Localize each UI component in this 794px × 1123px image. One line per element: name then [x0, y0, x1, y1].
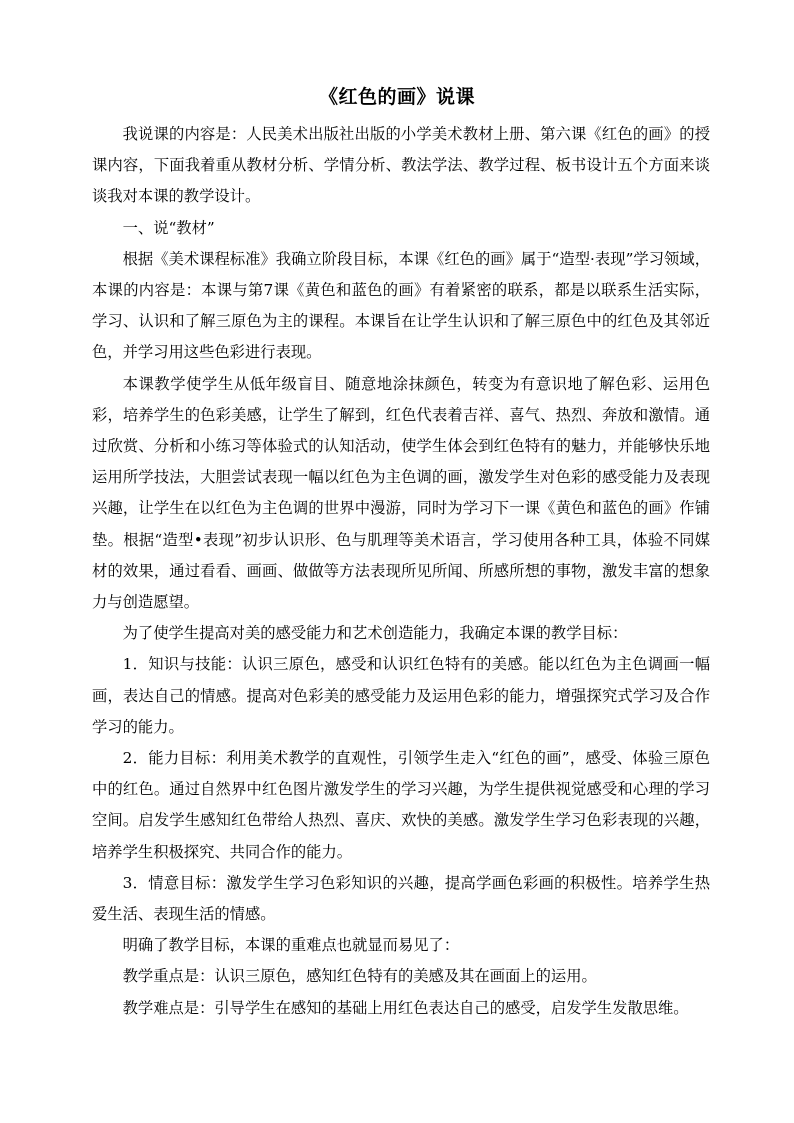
document-title: 《红色的画》说课: [318, 86, 475, 108]
section-heading-textbook: 一、说“教材”: [122, 218, 215, 237]
paragraph-curriculum: 根据《美术课程标准》我确立阶段目标，本课《红色的画》属于“造型·表现”学习领域，本课的内容是：本课与第7课《黄色和蓝色的画》有着紧密的联系，都是以联系生活实际，学习、认识和了解三原色为主的课程。本课旨在让学生认识和了解三原色中的红色及其邻近色，并学习用这些色彩进行表现。: [92, 249, 710, 362]
paragraph-key-point: 教学重点是：认识三原色，感知红色特有的美感及其在画面上的运用。: [122, 967, 597, 986]
paragraph-objective-knowledge: 1．知识与技能：认识三原色，感受和认识红色特有的美感。能以红色为主色调画一幅画，表达自己的情感。提高对色彩美的感受能力及运用色彩的能力，增强探究式学习及合作学习的能力。: [92, 655, 710, 736]
paragraph-intro: 我说课的内容是：人民美术出版社出版的小学美术教材上册、第六课《红色的画》的授课内容，下面我着重从教材分析、学情分析、教法学法、教学过程、板书设计五个方面来谈谈我对本课的教学设计。: [92, 125, 710, 206]
paragraph-objectives-intro: 为了使学生提高对美的感受能力和艺术创造能力，我确定本课的教学目标：: [122, 624, 628, 643]
paragraph-difficult-point: 教学难点是：引导学生在感知的基础上用红色表达自己的感受，启发学生发散思维。: [122, 998, 689, 1017]
paragraph-objective-emotion: 3．情意目标：激发学生学习色彩知识的兴趣，提高学画色彩画的积极性。培养学生热爱生活、表现生活的情感。: [92, 873, 710, 924]
paragraph-key-points-intro: 明确了教学目标，本课的重难点也就显而易见了：: [122, 936, 460, 955]
paragraph-objective-ability: 2．能力目标：利用美术教学的直观性，引领学生走入“红色的画”，感受、体验三原色中的红色。通过自然界中红色图片激发学生的学习兴趣，为学生提供视觉感受和心理的学习空间。启发学生感知红色带给人热烈、喜庆、欢快的美感。激发学生学习色彩表现的兴趣，培养学生积极探究、共同合作的能力。: [92, 749, 710, 861]
document-body: [92, 119, 710, 1024]
paragraph-teaching-purpose: 本课教学使学生从低年级盲目、随意地涂抹颜色，转变为有意识地了解色彩、运用色彩，培养学生的色彩美感，让学生了解到，红色代表着吉祥、喜气、热烈、奔放和激情。通过欣赏、分析和小练习等体验式的认知活动，使学生体会到红色特有的魅力，并能够快乐地运用所学技法，大胆尝试表现一幅以红色为主色调的画，激发学生对色彩的感受能力及表现兴趣，让学生在以红色为主色调的世界中漫游，同时为学习下一课《黄色和蓝色的画》作铺垫。根据“造型•表现”初步认识形、色与肌理等美术语言，学习使用各种工具，体验不同媒材的效果，通过看看、画画、做做等方法表现所见所闻、所感所想的事物，激发丰富的想象力与创造愿望。: [92, 374, 710, 612]
